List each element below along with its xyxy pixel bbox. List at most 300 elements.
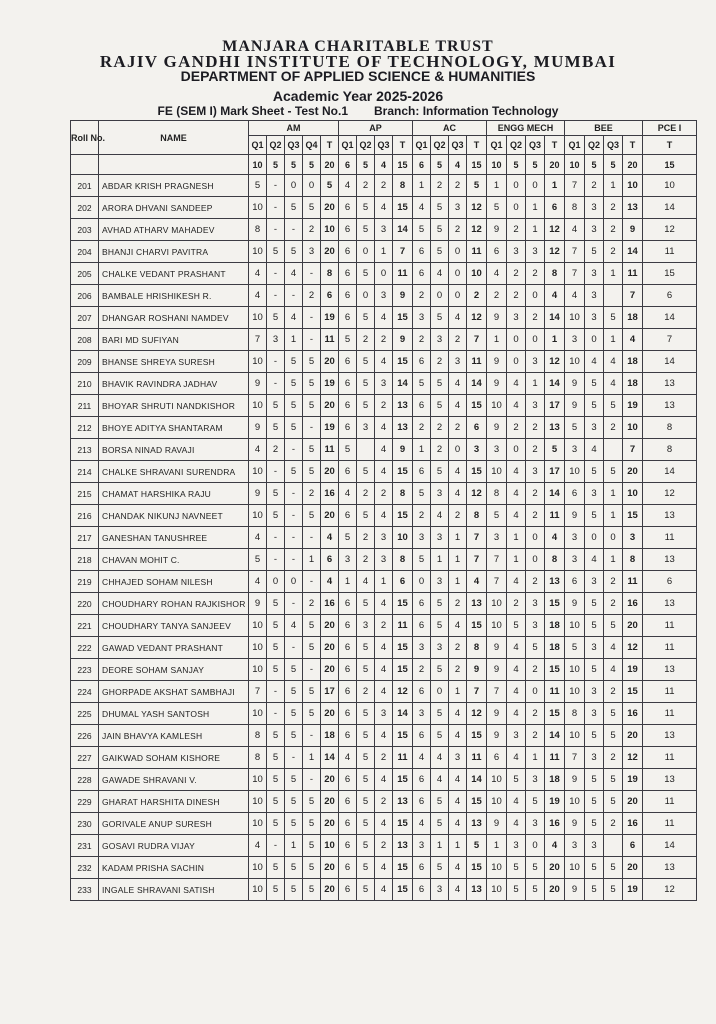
marks-cell: 1 (285, 329, 303, 351)
marks-cell: - (285, 527, 303, 549)
total-marks-cell: 20 (321, 615, 339, 637)
student-name-cell: CHAVAN MOHIT C. (99, 549, 249, 571)
marks-cell: 14 (643, 461, 697, 483)
max-marks-cell: 20 (321, 155, 339, 175)
total-marks-cell: 12 (623, 747, 643, 769)
total-marks-cell: 19 (623, 879, 643, 901)
marks-cell: 5 (585, 395, 604, 417)
marks-cell: 3 (585, 637, 604, 659)
marks-cell: 6 (339, 659, 357, 681)
student-row (71, 175, 697, 197)
marks-cell: - (267, 703, 285, 725)
max-marks-cell: 4 (449, 155, 467, 175)
total-marks-cell: 20 (623, 857, 643, 879)
marks-cell: - (267, 461, 285, 483)
marks-cell: 6 (413, 395, 431, 417)
total-marks-cell: 14 (321, 747, 339, 769)
max-marks-cell: 15 (393, 155, 413, 175)
marks-cell: 2 (507, 593, 526, 615)
total-marks-cell: 12 (545, 219, 565, 241)
marks-cell: 4 (449, 461, 467, 483)
roll-number-cell: 207 (71, 307, 99, 329)
marks-cell: 0 (357, 285, 375, 307)
marks-cell: 5 (585, 813, 604, 835)
roll-number-cell: 201 (71, 175, 99, 197)
marks-cell: 5 (303, 637, 321, 659)
marks-cell: 3 (526, 615, 545, 637)
marks-cell: 6 (643, 285, 697, 307)
marks-cell: 5 (285, 373, 303, 395)
marks-cell: 6 (339, 879, 357, 901)
total-marks-cell: 13 (393, 395, 413, 417)
total-marks-cell: 15 (467, 395, 487, 417)
marks-cell: 3 (585, 285, 604, 307)
marks-cell: 2 (526, 307, 545, 329)
marks-cell: - (285, 219, 303, 241)
student-name-cell: ABDAR KRISH PRAGNESH (99, 175, 249, 197)
student-name-cell: BHOYAR SHRUTI NANDKISHOR (99, 395, 249, 417)
total-marks-cell: 12 (545, 351, 565, 373)
marks-cell: 7 (565, 175, 585, 197)
roll-number-cell: 213 (71, 439, 99, 461)
marks-cell: 2 (449, 219, 467, 241)
marks-cell: 10 (249, 197, 267, 219)
marks-cell: 5 (604, 703, 623, 725)
marks-cell: 3 (413, 835, 431, 857)
marks-cell: 11 (643, 791, 697, 813)
marks-cell: 2 (604, 241, 623, 263)
student-name-cell: BHOYE ADITYA SHANTARAM (99, 417, 249, 439)
marks-cell: 4 (585, 549, 604, 571)
total-marks-cell: 20 (321, 769, 339, 791)
marks-cell: 9 (487, 307, 507, 329)
marks-cell: 4 (339, 175, 357, 197)
total-marks-cell: 15 (393, 307, 413, 329)
marks-cell: 6 (413, 857, 431, 879)
marks-cell: 0 (526, 527, 545, 549)
marks-cell: 8 (249, 219, 267, 241)
student-row (71, 615, 697, 637)
marks-cell: 6 (413, 263, 431, 285)
student-row (71, 571, 697, 593)
marks-cell: 3 (585, 307, 604, 329)
total-marks-cell: 20 (623, 725, 643, 747)
marks-cell: 4 (449, 373, 467, 395)
marks-cell: 5 (604, 307, 623, 329)
trust-name: MANJARA CHARITABLE TRUST (222, 38, 494, 55)
marks-cell: 1 (526, 219, 545, 241)
marks-cell: 9 (565, 813, 585, 835)
total-marks-cell: 4 (623, 329, 643, 351)
marks-cell: 3 (585, 219, 604, 241)
subject-header-pce: PCE I (643, 121, 697, 136)
total-marks-cell: 9 (393, 439, 413, 461)
marks-cell: 4 (565, 285, 585, 307)
marks-cell: 9 (565, 373, 585, 395)
marks-cell: 10 (565, 681, 585, 703)
marks-cell: 5 (303, 373, 321, 395)
marks-cell: 6 (339, 219, 357, 241)
marks-cell: 10 (249, 351, 267, 373)
marks-cell: 5 (339, 527, 357, 549)
marks-cell: 6 (413, 681, 431, 703)
total-marks-cell: 15 (623, 505, 643, 527)
marks-cell: - (267, 373, 285, 395)
marks-cell: 5 (285, 241, 303, 263)
marks-cell: 1 (303, 549, 321, 571)
marks-cell: 10 (565, 857, 585, 879)
marks-cell: 2 (604, 593, 623, 615)
sheet-title-line (0, 104, 716, 118)
student-name-cell: DHUMAL YASH SANTOSH (99, 703, 249, 725)
total-marks-cell: 20 (321, 241, 339, 263)
marks-cell: 6 (339, 725, 357, 747)
marks-cell: 5 (585, 505, 604, 527)
marks-cell: 5 (431, 791, 449, 813)
student-row (71, 197, 697, 219)
marks-cell: 2 (449, 593, 467, 615)
total-marks-cell: 8 (393, 483, 413, 505)
marks-cell: 4 (507, 791, 526, 813)
marks-cell: 10 (565, 351, 585, 373)
total-marks-cell: 15 (467, 791, 487, 813)
marks-cell: 5 (604, 395, 623, 417)
marks-cell: 6 (339, 615, 357, 637)
marks-cell: 2 (526, 725, 545, 747)
marks-cell: 4 (449, 791, 467, 813)
marks-cell: 6 (339, 417, 357, 439)
marks-cell: 6 (339, 593, 357, 615)
marks-cell: 13 (643, 857, 697, 879)
marks-cell: 4 (449, 703, 467, 725)
marks-cell: 5 (285, 725, 303, 747)
marks-cell: 10 (643, 175, 697, 197)
marks-cell: 5 (526, 791, 545, 813)
marks-cell: 2 (375, 329, 393, 351)
total-marks-cell: 15 (393, 879, 413, 901)
marks-cell: 11 (643, 241, 697, 263)
marks-cell: 4 (507, 703, 526, 725)
student-name-cell: BHAVIK RAVINDRA JADHAV (99, 373, 249, 395)
marks-cell: 3 (375, 285, 393, 307)
total-marks-cell: 5 (467, 835, 487, 857)
total-marks-cell: 10 (623, 483, 643, 505)
total-marks-cell: 15 (393, 813, 413, 835)
marks-cell: 5 (339, 329, 357, 351)
max-marks-cell: 5 (604, 155, 623, 175)
marks-cell: 8 (643, 417, 697, 439)
marks-cell: 13 (643, 769, 697, 791)
marks-cell: 5 (303, 703, 321, 725)
marks-cell: 3 (526, 769, 545, 791)
marks-cell: 4 (507, 659, 526, 681)
marks-cell: 2 (431, 417, 449, 439)
student-name-cell: GAWAD VEDANT PRASHANT (99, 637, 249, 659)
marks-cell: 4 (585, 439, 604, 461)
marks-cell: 3 (565, 549, 585, 571)
max-marks-cell: 5 (285, 155, 303, 175)
marks-cell: 1 (449, 527, 467, 549)
student-row (71, 769, 697, 791)
total-marks-cell: 15 (393, 593, 413, 615)
total-marks-cell: 8 (545, 549, 565, 571)
roll-number-cell: 208 (71, 329, 99, 351)
marks-cell: 2 (431, 351, 449, 373)
marks-cell (604, 285, 623, 307)
marks-cell: 5 (604, 857, 623, 879)
max-marks-cell: 10 (249, 155, 267, 175)
question-header: Q1 (487, 136, 507, 155)
total-marks-cell: 13 (467, 593, 487, 615)
marks-cell: 4 (449, 857, 467, 879)
marks-cell: 9 (487, 813, 507, 835)
marks-cell: 13 (643, 659, 697, 681)
marks-cell: 1 (604, 505, 623, 527)
marks-cell: 1 (449, 835, 467, 857)
marks-cell: 2 (507, 219, 526, 241)
total-marks-cell: 6 (467, 417, 487, 439)
marks-cell: 9 (565, 769, 585, 791)
total-marks-cell: 18 (321, 725, 339, 747)
marks-cell: 4 (604, 659, 623, 681)
roll-number-cell: 232 (71, 857, 99, 879)
marks-cell: - (285, 593, 303, 615)
marks-cell: 5 (585, 593, 604, 615)
marks-cell: 0 (526, 285, 545, 307)
total-marks-cell: 14 (393, 373, 413, 395)
marks-cell: 6 (413, 615, 431, 637)
total-marks-cell: 4 (545, 285, 565, 307)
marks-cell: 6 (339, 681, 357, 703)
marks-cell: 0 (449, 285, 467, 307)
total-marks-cell: 8 (321, 263, 339, 285)
total-marks-cell: 16 (545, 813, 565, 835)
marks-cell: 10 (565, 461, 585, 483)
marks-cell: 2 (303, 593, 321, 615)
marks-cell: 0 (413, 571, 431, 593)
institute-name: RAJIV GANDHI INSTITUTE OF TECHNOLOGY, MUMBAI (99, 52, 617, 71)
marks-cell: 5 (357, 219, 375, 241)
marks-cell (604, 835, 623, 857)
marks-cell: 3 (526, 461, 545, 483)
marks-cell: 3 (507, 307, 526, 329)
marks-cell: 3 (585, 571, 604, 593)
marks-cell: 5 (604, 461, 623, 483)
marks-cell: 4 (487, 263, 507, 285)
student-name-cell: KADAM PRISHA SACHIN (99, 857, 249, 879)
question-header: T (545, 136, 565, 155)
marks-cell: 5 (285, 417, 303, 439)
total-marks-cell: 20 (321, 461, 339, 483)
marks-cell: - (303, 329, 321, 351)
max-marks-cell: 15 (467, 155, 487, 175)
marks-cell: 3 (487, 439, 507, 461)
roll-number-cell: 218 (71, 549, 99, 571)
marks-cell: 4 (449, 813, 467, 835)
student-row (71, 681, 697, 703)
marks-cell: 5 (303, 615, 321, 637)
marks-cell: 13 (643, 395, 697, 417)
marks-cell: 3 (375, 373, 393, 395)
total-marks-cell: 9 (393, 285, 413, 307)
total-marks-cell: 20 (321, 351, 339, 373)
marks-cell: 1 (449, 681, 467, 703)
marks-cell: 1 (339, 571, 357, 593)
marks-cell: 5 (267, 395, 285, 417)
marks-cell: 0 (507, 439, 526, 461)
marks-cell: 10 (565, 725, 585, 747)
marks-cell: 13 (643, 725, 697, 747)
marks-cell: 1 (431, 549, 449, 571)
name-header-blank (99, 155, 249, 175)
total-marks-cell: 7 (467, 527, 487, 549)
marks-cell: 5 (357, 395, 375, 417)
total-marks-cell: 15 (393, 637, 413, 659)
question-header: Q1 (413, 136, 431, 155)
marks-cell: 9 (249, 593, 267, 615)
marks-cell: 5 (357, 703, 375, 725)
marks-cell: 2 (375, 395, 393, 417)
marks-cell: 10 (249, 615, 267, 637)
question-header: Q1 (249, 136, 267, 155)
roll-number-cell: 203 (71, 219, 99, 241)
marks-cell: 2 (413, 285, 431, 307)
marks-cell: 10 (249, 791, 267, 813)
total-marks-cell: 15 (393, 857, 413, 879)
total-marks-cell: 13 (623, 197, 643, 219)
marks-cell: 3 (375, 219, 393, 241)
marks-cell: 6 (339, 285, 357, 307)
marks-cell: 5 (285, 659, 303, 681)
marks-cell: 2 (375, 747, 393, 769)
marks-cell: 5 (431, 373, 449, 395)
marks-cell: 6 (565, 483, 585, 505)
marks-cell: 1 (487, 835, 507, 857)
marks-cell: 5 (357, 263, 375, 285)
total-marks-cell: 12 (467, 483, 487, 505)
student-row (71, 373, 697, 395)
marks-cell: 5 (303, 879, 321, 901)
total-marks-cell: 10 (393, 527, 413, 549)
total-marks-cell: 15 (393, 505, 413, 527)
marks-cell: 3 (565, 527, 585, 549)
marks-cell: 10 (487, 593, 507, 615)
marks-cell: 5 (604, 725, 623, 747)
total-marks-cell: 13 (545, 571, 565, 593)
max-marks-cell: 5 (303, 155, 321, 175)
roll-number-cell: 217 (71, 527, 99, 549)
total-marks-cell: 10 (623, 417, 643, 439)
marks-cell: - (285, 439, 303, 461)
marks-cell: 5 (487, 505, 507, 527)
marks-cell: - (303, 263, 321, 285)
marks-cell: 6 (413, 593, 431, 615)
total-marks-cell: 7 (467, 549, 487, 571)
student-name-cell: CHAMAT HARSHIKA RAJU (99, 483, 249, 505)
marks-cell: 4 (507, 395, 526, 417)
marks-cell: 0 (526, 549, 545, 571)
marks-cell: 9 (249, 417, 267, 439)
marks-cell: 6 (339, 461, 357, 483)
roll-number-cell: 229 (71, 791, 99, 813)
student-row (71, 263, 697, 285)
marks-cell: 5 (357, 307, 375, 329)
total-marks-cell: 12 (623, 637, 643, 659)
marks-cell: 11 (643, 527, 697, 549)
roll-number-cell: 214 (71, 461, 99, 483)
total-marks-cell: 8 (545, 263, 565, 285)
total-marks-cell: 8 (393, 175, 413, 197)
total-marks-cell: 5 (321, 175, 339, 197)
marks-cell: 10 (249, 703, 267, 725)
total-marks-cell: 11 (545, 505, 565, 527)
total-marks-cell: 14 (393, 703, 413, 725)
marks-cell: 10 (565, 791, 585, 813)
marks-cell: - (285, 549, 303, 571)
total-marks-cell: 4 (321, 527, 339, 549)
roll-number-cell: 233 (71, 879, 99, 901)
marks-cell: 3 (339, 549, 357, 571)
student-name-cell: CHHAJED SOHAM NILESH (99, 571, 249, 593)
marks-cell: 4 (249, 571, 267, 593)
total-marks-cell: 12 (393, 681, 413, 703)
marks-cell: 3 (585, 197, 604, 219)
total-marks-cell: 15 (545, 703, 565, 725)
marks-cell: 5 (267, 659, 285, 681)
marks-cell: 6 (413, 351, 431, 373)
student-row (71, 307, 697, 329)
question-header: T (321, 136, 339, 155)
student-name-cell: BHANJI CHARVI PAVITRA (99, 241, 249, 263)
total-marks-cell: 15 (467, 461, 487, 483)
total-marks-cell: 19 (623, 659, 643, 681)
total-marks-cell: 18 (623, 351, 643, 373)
question-header: Q2 (431, 136, 449, 155)
marks-cell: 7 (565, 747, 585, 769)
marks-cell: 4 (375, 879, 393, 901)
total-marks-cell: 20 (321, 659, 339, 681)
roll-number-cell: 226 (71, 725, 99, 747)
marks-cell: 0 (507, 197, 526, 219)
marks-cell: 2 (413, 417, 431, 439)
marks-cell: 5 (357, 461, 375, 483)
total-marks-cell: 14 (545, 725, 565, 747)
marks-cell: 5 (267, 241, 285, 263)
total-marks-cell: 10 (321, 835, 339, 857)
total-marks-cell: 11 (545, 681, 565, 703)
marks-cell: 5 (303, 505, 321, 527)
marks-cell: 5 (507, 857, 526, 879)
total-marks-cell: 12 (467, 197, 487, 219)
total-marks-cell: 7 (393, 241, 413, 263)
marks-cell: 1 (526, 197, 545, 219)
marks-cell: 0 (285, 175, 303, 197)
marks-cell: 5 (357, 197, 375, 219)
marks-cell: 5 (357, 747, 375, 769)
max-marks-cell: 10 (487, 155, 507, 175)
marks-cell: 5 (303, 395, 321, 417)
student-name-cell: GOSAVI RUDRA VIJAY (99, 835, 249, 857)
marks-cell: 1 (604, 329, 623, 351)
total-marks-cell: 20 (321, 637, 339, 659)
marks-cell: 5 (285, 791, 303, 813)
marks-cell: 3 (413, 307, 431, 329)
subject-header-am: AM (249, 121, 339, 136)
marks-cell: 13 (643, 549, 697, 571)
total-marks-cell: 14 (623, 241, 643, 263)
marks-cell: 4 (375, 593, 393, 615)
marks-cell: 4 (507, 747, 526, 769)
